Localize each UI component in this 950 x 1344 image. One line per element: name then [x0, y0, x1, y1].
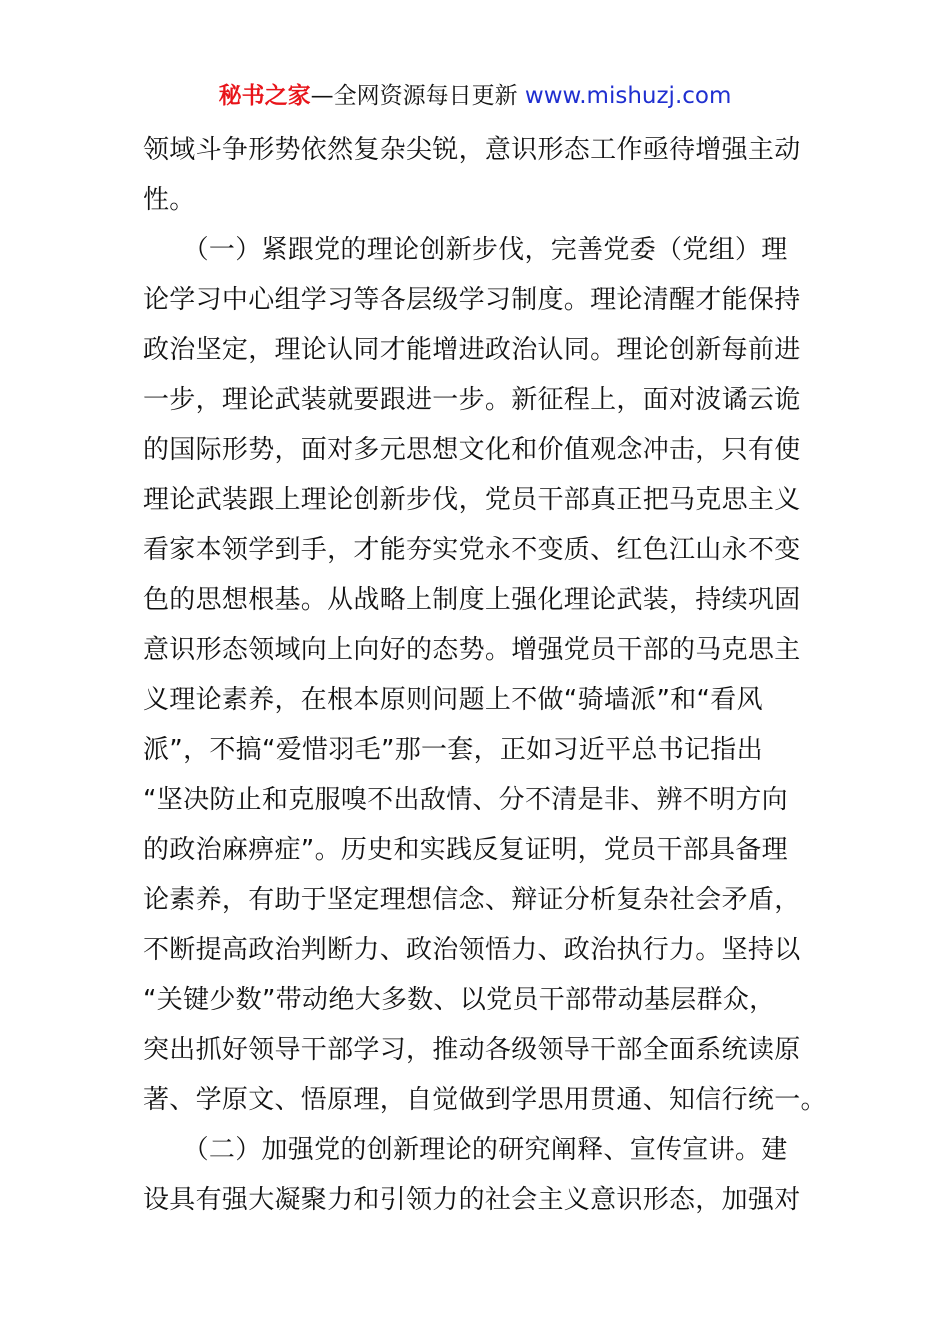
text-line: 设具有强大凝聚力和引领力的社会主义意识形态，加强对: [143, 1185, 801, 1215]
text-line: 领域斗争形势依然复杂尖锐，意识形态工作亟待增强主动: [143, 135, 801, 165]
text-line: 派”，不搞“爱惜羽毛”那一套，正如习近平总书记指出: [143, 735, 763, 765]
text-line: “坚决防止和克服嗅不出敌情、分不清是非、辨不明方向: [143, 785, 788, 815]
text-line: 政治坚定，理论认同才能增进政治认同。理论创新每前进: [143, 335, 801, 365]
text-line: 不断提高政治判断力、政治领悟力、政治执行力。坚持以: [143, 935, 801, 965]
text-line: 性。: [143, 185, 196, 215]
document-body: [143, 125, 827, 1225]
text-line: 义理论素养，在根本原则问题上不做“骑墙派”和“看风: [143, 685, 763, 715]
text-line: 一步，理论武装就要跟进一步。新征程上，面对波谲云诡: [143, 385, 801, 415]
text-line: 著、学原文、悟原理，自觉做到学思用贯通、知信行统一。: [143, 1085, 827, 1115]
text-line: （一）紧跟党的理论创新步伐，完善党委（党组）理: [143, 235, 788, 265]
text-line: “关键少数”带动绝大多数、以党员干部带动基层群众，: [143, 985, 776, 1015]
text-line: 的政治麻痹症”。历史和实践反复证明，党员干部具备理: [143, 835, 788, 865]
header-tagline: —全网资源每日更新: [310, 83, 525, 109]
text-line: 看家本领学到手，才能夯实党永不变质、红色江山永不变: [143, 535, 801, 565]
text-line: 论学习中心组学习等各层级学习制度。理论清醒才能保持: [143, 285, 801, 315]
text-line: 的国际形势，面对多元思想文化和价值观念冲击，只有使: [143, 435, 801, 465]
text-line: 意识形态领域向上向好的态势。增强党员干部的马克思主: [143, 635, 801, 665]
text-line: （二）加强党的创新理论的研究阐释、宣传宣讲。建: [143, 1135, 788, 1165]
site-brand: 秘书之家: [218, 83, 311, 109]
text-line: 色的思想根基。从战略上制度上强化理论武装，持续巩固: [143, 585, 801, 615]
text-line: 突出抓好领导干部学习，推动各级领导干部全面系统读原: [143, 1035, 801, 1065]
site-url-link[interactable]: www.mishuzj.com: [524, 83, 732, 109]
text-line: 论素养，有助于坚定理想信念、辩证分析复杂社会矛盾，: [143, 885, 801, 915]
site-header: [0, 80, 950, 112]
text-line: 理论武装跟上理论创新步伐，党员干部真正把马克思主义: [143, 485, 801, 515]
